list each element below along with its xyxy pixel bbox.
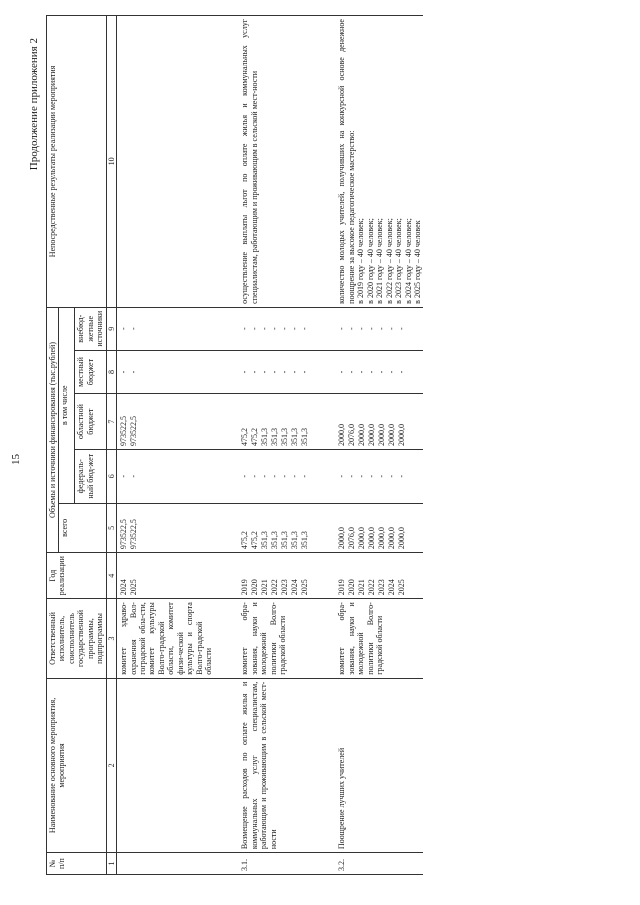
local-cell-value: - [397, 370, 407, 374]
header-year: Год реализации [47, 553, 107, 599]
row-number: 3.2. [311, 853, 423, 875]
federal-cell-value: - [270, 474, 280, 478]
regional-cell-value: 2000,0 [387, 423, 397, 446]
local-cell-value: - [347, 370, 357, 374]
year-cell-value: 2019 [240, 579, 250, 596]
year-cell-value: 2019 [337, 579, 347, 596]
col-index: 1 [106, 853, 116, 875]
year-cell-value: 2024 [387, 579, 397, 596]
result-line: в 2025 году – 40 человек [412, 220, 422, 304]
row-name: Возмещение расходов по оплате жилья и коммунальных услуг специалистам, работающим и проживающим в сельской мест-ности [214, 678, 311, 852]
row-number [117, 853, 215, 875]
regional-cell-value: 2000,0 [337, 423, 347, 446]
year-cell-value: 2024 [119, 579, 129, 596]
total-cell-value: 351,3 [280, 531, 290, 550]
col-index: 10 [106, 16, 116, 308]
federal-cell-value: - [367, 474, 377, 478]
regional-cell [117, 394, 215, 450]
total-cell-value: 2076,0 [347, 527, 357, 550]
total-cell-value: 475,2 [250, 531, 260, 550]
federal-cell-value: - [347, 474, 357, 478]
header-incl: в том числе [59, 307, 75, 503]
page-number: 15 [10, 454, 22, 465]
result-line: количество молодых учителей, получивших на конкурсной основе денежное поощрение за высокое педагогическое мастерство: [337, 19, 356, 304]
total-cell-value: 2000,0 [377, 527, 387, 550]
header-name: Наименование основного мероприятия, мероприятия [47, 678, 107, 852]
federal-cell-value: - [300, 474, 310, 478]
extra-cell-value: - [300, 327, 310, 331]
federal-cell-value: - [129, 474, 139, 478]
local-cell-value: - [367, 370, 377, 374]
regional-cell-value: 351,3 [280, 427, 290, 446]
result-line: в 2023 году – 40 человек; [394, 218, 404, 304]
total-cell-value: 2000,0 [397, 527, 407, 550]
regional-cell-value: 2000,0 [357, 423, 367, 446]
extra-cell-value: - [397, 327, 407, 331]
local-cell [117, 350, 215, 394]
local-cell-value: - [250, 370, 260, 374]
row-executor: комитет обра-зования, науки и молодежной политики Волго-градской области [311, 599, 423, 679]
year-cell-value: 2025 [129, 579, 139, 596]
col-index: 5 [106, 503, 116, 553]
continuation-title: Продолжение приложения 2 [28, 38, 40, 171]
regional-cell-value: 351,3 [270, 427, 280, 446]
col-index: 3 [106, 599, 116, 679]
year-cell-value: 2022 [367, 579, 377, 596]
extra-cell-value: - [270, 327, 280, 331]
regional-cell-value: 351,3 [290, 427, 300, 446]
federal-cell-value: - [250, 474, 260, 478]
header-extra: внебюд-жетные источники [75, 307, 106, 350]
header-funding: Объемы и источники финансирования (тыс.рублей) [47, 307, 59, 552]
federal-cell-value: - [280, 474, 290, 478]
local-cell-value: - [119, 370, 129, 374]
year-cell-value: 2023 [280, 579, 290, 596]
local-cell-value: - [377, 370, 387, 374]
local-cell-value: - [270, 370, 280, 374]
total-cell-value: 2000,0 [367, 527, 377, 550]
total-cell-value: 351,3 [300, 531, 310, 550]
regional-cell-value: 475,2 [250, 427, 260, 446]
total-cell-value: 475,2 [240, 531, 250, 550]
local-cell-value: - [280, 370, 290, 374]
header-total: всего [59, 503, 106, 553]
table-row [117, 16, 215, 875]
regional-cell-value: 475,2 [240, 427, 250, 446]
col-index: 4 [106, 553, 116, 599]
local-cell-value: - [240, 370, 250, 374]
extra-cell-value: - [250, 327, 260, 331]
federal-cell-value: - [260, 474, 270, 478]
extra-cell-value: - [337, 327, 347, 331]
result-line: в 2021 году – 40 человек; [375, 218, 385, 304]
year-cell [117, 553, 215, 599]
federal-cell-value: - [290, 474, 300, 478]
total-cell-value: 973522,5 [119, 519, 129, 550]
federal-cell [311, 449, 423, 503]
header-local: местный бюджет [75, 350, 106, 394]
local-cell-value: - [337, 370, 347, 374]
federal-cell-value: - [397, 474, 407, 478]
federal-cell-value: - [337, 474, 347, 478]
total-cell-value: 2000,0 [387, 527, 397, 550]
regional-cell [311, 394, 423, 450]
total-cell-value: 973522,5 [129, 519, 139, 550]
local-cell-value: - [387, 370, 397, 374]
extra-cell [311, 307, 423, 350]
result-line: в 2024 году – 40 человек; [403, 218, 413, 304]
year-cell-value: 2021 [357, 579, 367, 596]
year-cell-value: 2023 [377, 579, 387, 596]
local-cell [311, 350, 423, 394]
extra-cell-value: - [357, 327, 367, 331]
local-cell-value: - [290, 370, 300, 374]
col-index: 7 [106, 394, 116, 450]
federal-cell [117, 449, 215, 503]
row-executor: комитет здраво-охранения Вол-гоградской обла-сти, комитет культуры Волго-градской области, комитет физи-ческой культуры и спорта Волго-градской области [117, 599, 215, 679]
col-index: 8 [106, 350, 116, 394]
year-cell-value: 2025 [300, 579, 310, 596]
federal-cell-value: - [240, 474, 250, 478]
column-index-row [106, 16, 116, 875]
total-cell [214, 503, 311, 553]
result-line: в 2022 году – 40 человек; [384, 218, 394, 304]
regional-cell-value: 973522,5 [119, 415, 129, 446]
year-cell-value: 2021 [260, 579, 270, 596]
total-cell [117, 503, 215, 553]
local-cell-value: - [129, 370, 139, 374]
table-row [214, 16, 311, 875]
local-cell-value: - [260, 370, 270, 374]
total-cell-value: 2000,0 [337, 527, 347, 550]
row-name: Поощрение лучших учителей [311, 678, 423, 852]
row-number: 3.1. [214, 853, 311, 875]
table-row [311, 16, 423, 875]
extra-cell-value: - [119, 327, 129, 331]
extra-cell-value: - [347, 327, 357, 331]
local-cell [214, 350, 311, 394]
extra-cell-value: - [260, 327, 270, 331]
regional-cell-value: 2076,0 [347, 423, 357, 446]
total-cell-value: 351,3 [260, 531, 270, 550]
regional-cell-value: 351,3 [260, 427, 270, 446]
federal-cell [214, 449, 311, 503]
regional-cell-value: 2000,0 [367, 423, 377, 446]
regional-cell-value: 2000,0 [377, 423, 387, 446]
regional-cell-value: 351,3 [300, 427, 310, 446]
regional-cell-value: 2000,0 [397, 423, 407, 446]
extra-cell [214, 307, 311, 350]
results-cell [214, 16, 311, 308]
result-line: в 2020 году – 40 человек; [365, 218, 375, 304]
year-cell-value: 2022 [270, 579, 280, 596]
col-index: 2 [106, 678, 116, 852]
extra-cell [117, 307, 215, 350]
col-index: 6 [106, 449, 116, 503]
year-cell [311, 553, 423, 599]
federal-cell-value: - [387, 474, 397, 478]
regional-cell [214, 394, 311, 450]
total-cell-value: 2000,0 [357, 527, 367, 550]
federal-cell-value: - [377, 474, 387, 478]
extra-cell-value: - [377, 327, 387, 331]
extra-cell-value: - [367, 327, 377, 331]
year-cell-value: 2020 [250, 579, 260, 596]
extra-cell-value: - [129, 327, 139, 331]
result-line: осуществление выплаты льгот по оплате жилья и коммунальных услуг специалистам, работающим и проживающим в сельской мест-ности [240, 19, 259, 304]
col-index: 9 [106, 307, 116, 350]
year-cell-value: 2025 [397, 579, 407, 596]
year-cell-value: 2024 [290, 579, 300, 596]
total-cell-value: 351,3 [270, 531, 280, 550]
result-line: в 2019 году – 40 человек; [356, 218, 366, 304]
extra-cell-value: - [290, 327, 300, 331]
header-regional: областной бюджет [75, 394, 106, 450]
total-cell [311, 503, 423, 553]
local-cell-value: - [357, 370, 367, 374]
regional-cell-value: 973522,5 [129, 415, 139, 446]
extra-cell-value: - [387, 327, 397, 331]
extra-cell-value: - [280, 327, 290, 331]
extra-cell-value: - [240, 327, 250, 331]
header-executor: Ответственный исполнитель, соисполнитель государственной программы, подпрограммы [47, 599, 107, 679]
row-name [117, 678, 215, 852]
header-num: № п/п [47, 853, 107, 875]
row-executor: комитет обра-зования, науки и молодежной политики Волго-градской области [214, 599, 311, 679]
program-table [46, 15, 423, 875]
header-federal: федераль-ный бюд-жет [75, 449, 106, 503]
total-cell-value: 351,3 [290, 531, 300, 550]
year-cell-value: 2020 [347, 579, 357, 596]
year-cell [214, 553, 311, 599]
results-cell [117, 16, 215, 308]
federal-cell-value: - [119, 474, 129, 478]
federal-cell-value: - [357, 474, 367, 478]
header-results: Непосредственные результаты реализации мероприятия [47, 16, 107, 308]
results-cell [311, 16, 423, 308]
local-cell-value: - [300, 370, 310, 374]
